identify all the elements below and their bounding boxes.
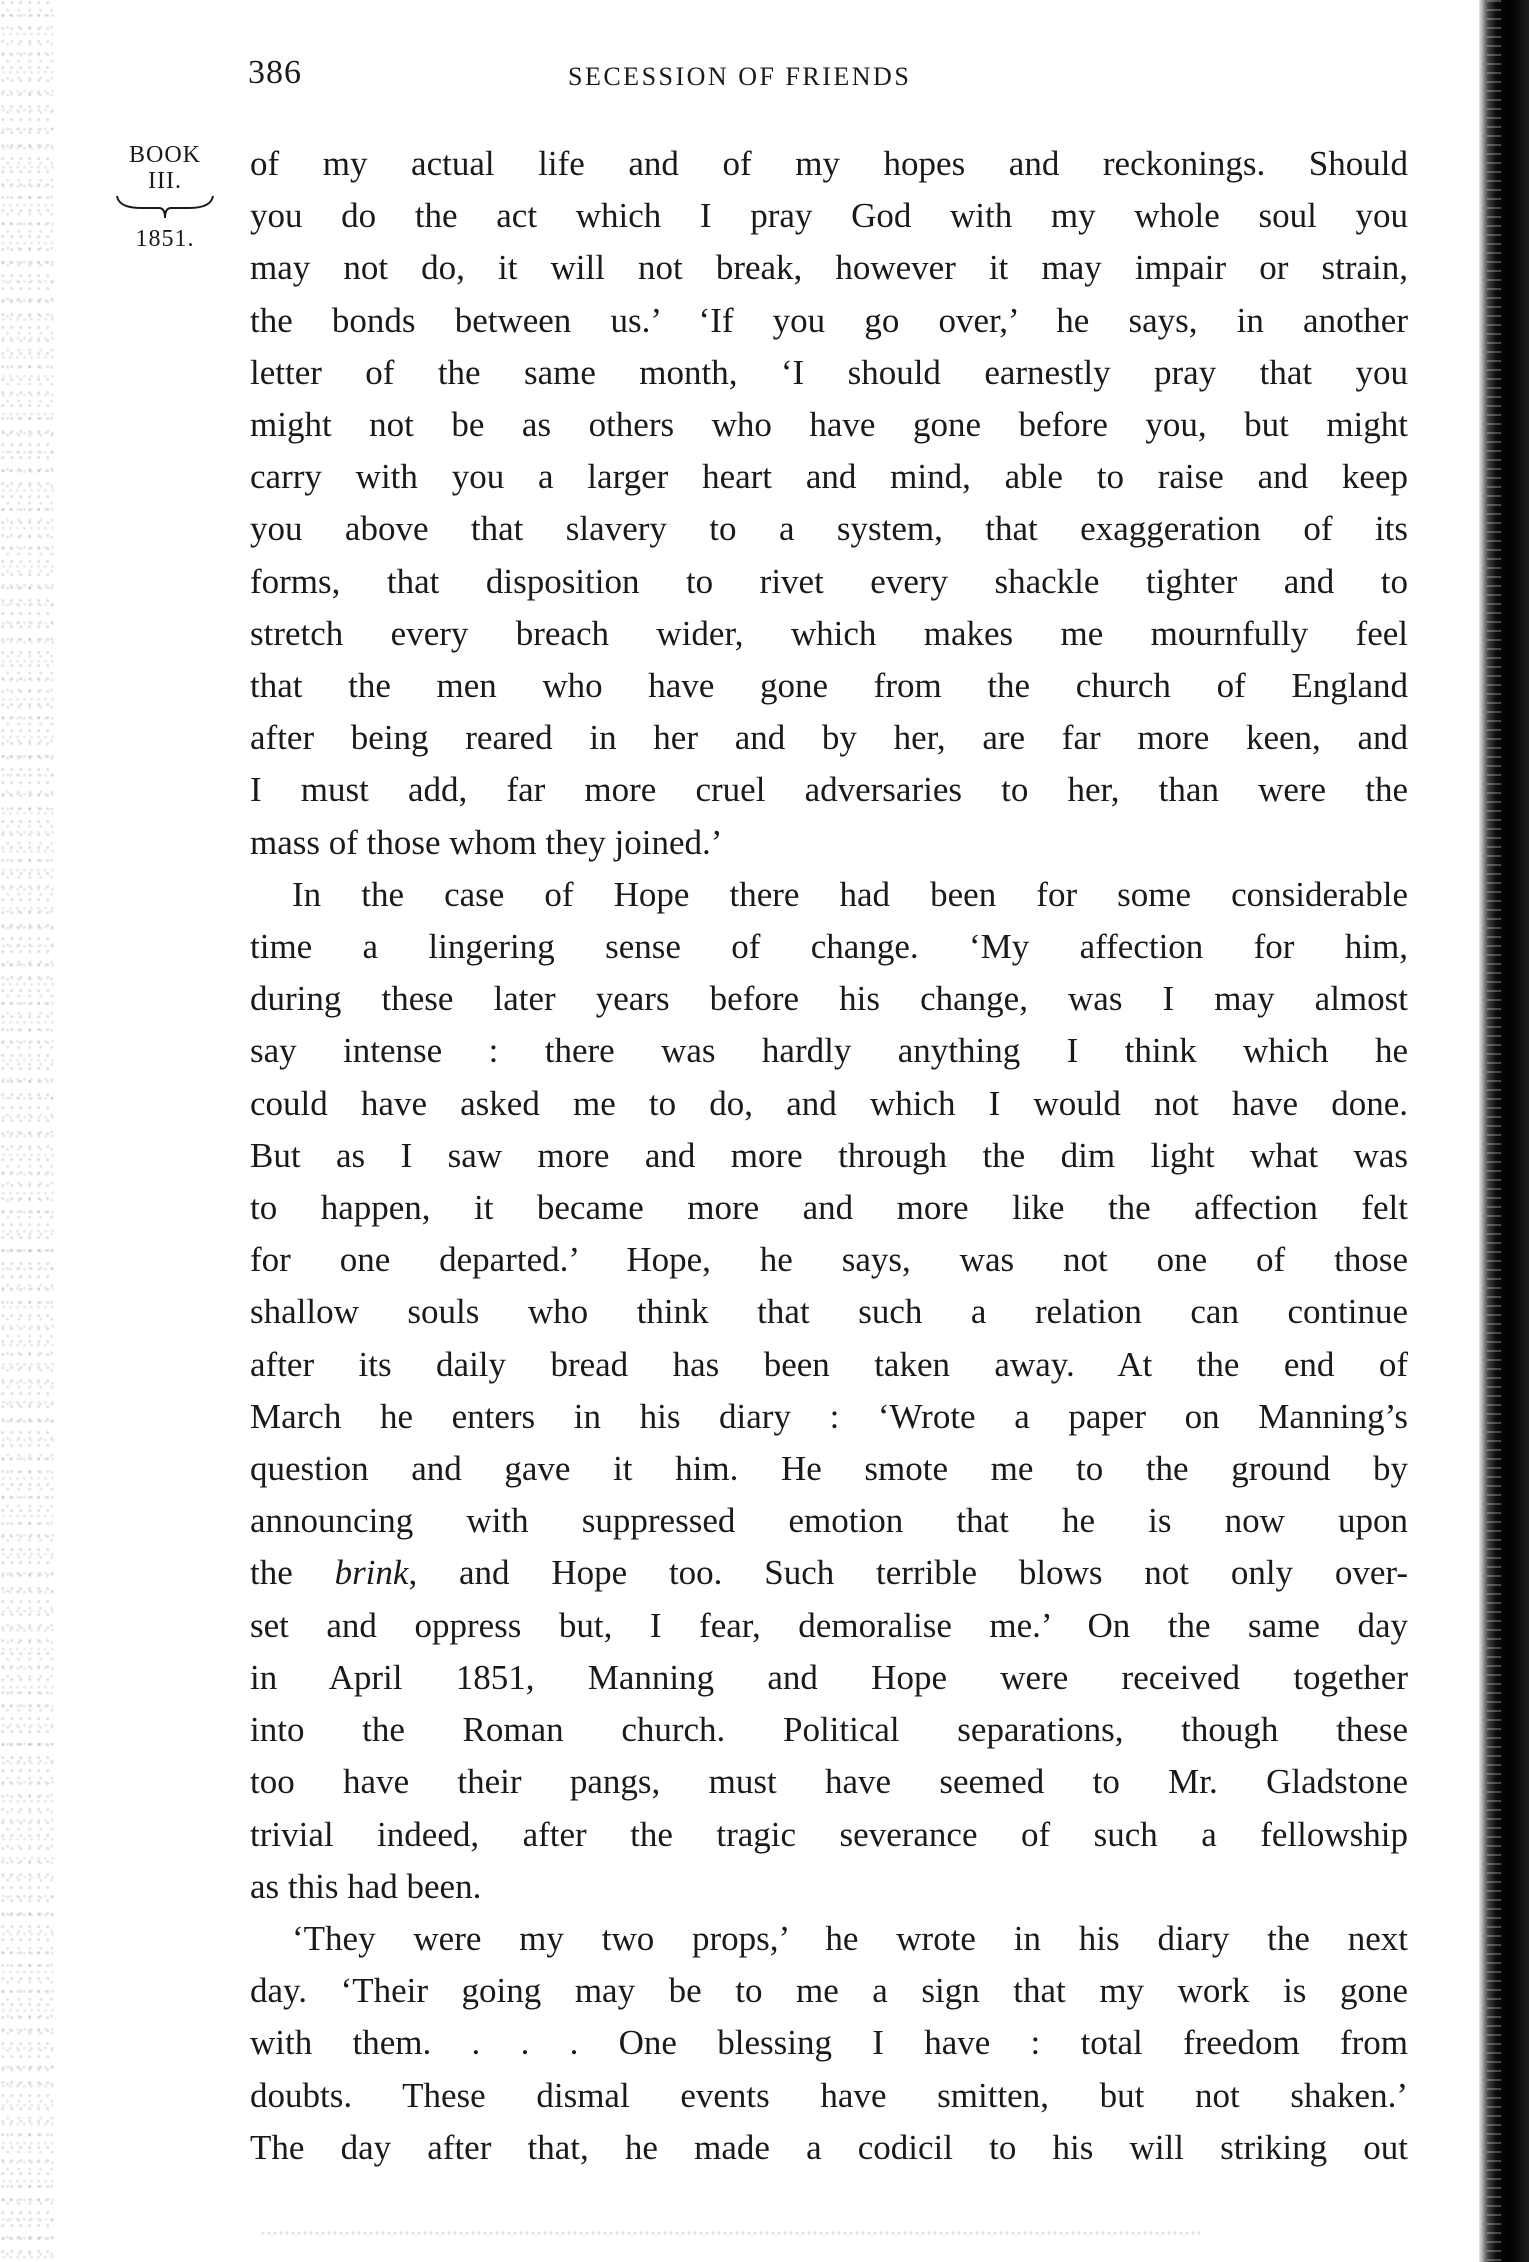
text-line: The day after that, he made a codicil to his will striking out <box>250 2127 1408 2167</box>
text-line: you do the act which I pray God with my whole soul you <box>250 196 1408 236</box>
text-line: into the Roman church. Political separations, though these <box>250 1710 1408 1750</box>
paragraph-start: ‘They were my two props,’ he wrote in his diary the next <box>292 1918 1408 1958</box>
text-line: with them. . . . One blessing I have : total freedom from <box>250 2023 1408 2063</box>
text-line: doubts. These dismal events have smitten, but not shaken.’ <box>250 2075 1408 2115</box>
text-fragment: the <box>250 1553 335 1593</box>
text-line: day. ‘Their going may be to me a sign that my work is gone <box>250 1971 1408 2011</box>
sidenote-book: BOOK <box>128 142 201 168</box>
binding-edge <box>1479 0 1529 2262</box>
brace-icon <box>115 194 215 220</box>
page-number: 386 <box>248 54 302 91</box>
body-text <box>250 138 1408 2174</box>
text-line: shallow souls who think that such a relation can continue <box>250 1292 1408 1332</box>
text-line: forms, that disposition to rivet every shackle tighter and to <box>250 561 1408 601</box>
text-line: of my actual life and of my hopes and reckonings. Should <box>250 144 1408 183</box>
text-line: set and oppress but, I fear, demoralise me.’ On the same day <box>250 1605 1408 1645</box>
text-line: carry with you a larger heart and mind, able to raise and keep <box>250 457 1408 497</box>
text-line: I must add, far more cruel adversaries to her, than were the <box>250 770 1408 810</box>
running-head: SECESSION OF FRIENDS <box>568 62 912 91</box>
text-fragment: , and Hope too. Such terrible blows not only over- <box>408 1553 1408 1593</box>
text-line: for one departed.’ Hope, he says, was not one of those <box>250 1240 1408 1280</box>
text-line: too have their pangs, must have seemed to Mr. Gladstone <box>250 1762 1408 1802</box>
text-line: that the men who have gone from the church of England <box>250 666 1408 706</box>
text-line: March he enters in his diary : ‘Wrote a paper on Manning’s <box>250 1396 1408 1436</box>
text-line: in April 1851, Manning and Hope were received together <box>250 1657 1408 1697</box>
scan-footer-noise <box>260 2228 1200 2238</box>
text-line: may not do, it will not break, however it may impair or strain, <box>250 248 1408 288</box>
margin-sidenote <box>100 140 230 254</box>
text-line: you above that slavery to a system, that exaggeration of its <box>250 509 1408 549</box>
text-line: after its daily bread has been taken away. At the end of <box>250 1344 1408 1384</box>
text-line: after being reared in her and by her, are far more keen, and <box>250 718 1408 758</box>
text-line: to happen, it became more and more like the affection felt <box>250 1188 1408 1228</box>
text-line: time a lingering sense of change. ‘My affection for him, <box>250 927 1408 967</box>
text-line: might not be as others who have gone before you, but might <box>250 405 1408 445</box>
paragraph-start: In the case of Hope there had been for some considerable <box>292 874 1408 914</box>
text-line-brink <box>250 1547 1408 1599</box>
text-line: letter of the same month, ‘I should earnestly pray that you <box>250 352 1408 392</box>
text-line: mass of those whom they joined.’ <box>250 822 723 862</box>
text-line: say intense : there was hardly anything I think which he <box>250 1031 1408 1071</box>
scan-left-edge <box>0 0 55 2262</box>
text-line: as this had been. <box>250 1866 482 1906</box>
text-line: question and gave it him. He smote me to the ground by <box>250 1449 1408 1489</box>
sidenote-volume: III. <box>148 168 182 194</box>
text-line: during these later years before his change, was I may almost <box>250 979 1408 1019</box>
text-line: announcing with suppressed emotion that he is now upon <box>250 1501 1408 1541</box>
sidenote-year: 1851. <box>135 226 195 252</box>
text-line: could have asked me to do, and which I would not have done. <box>250 1083 1408 1123</box>
italic-word: brink <box>334 1553 409 1593</box>
text-line: But as I saw more and more through the dim light what was <box>250 1135 1408 1175</box>
page-header <box>248 54 1408 104</box>
text-line: the bonds between us.’ ‘If you go over,’ he says, in another <box>250 300 1408 340</box>
text-line: trivial indeed, after the tragic severance of such a fellowship <box>250 1814 1408 1854</box>
text-line: stretch every breach wider, which makes me mournfully feel <box>250 613 1408 653</box>
